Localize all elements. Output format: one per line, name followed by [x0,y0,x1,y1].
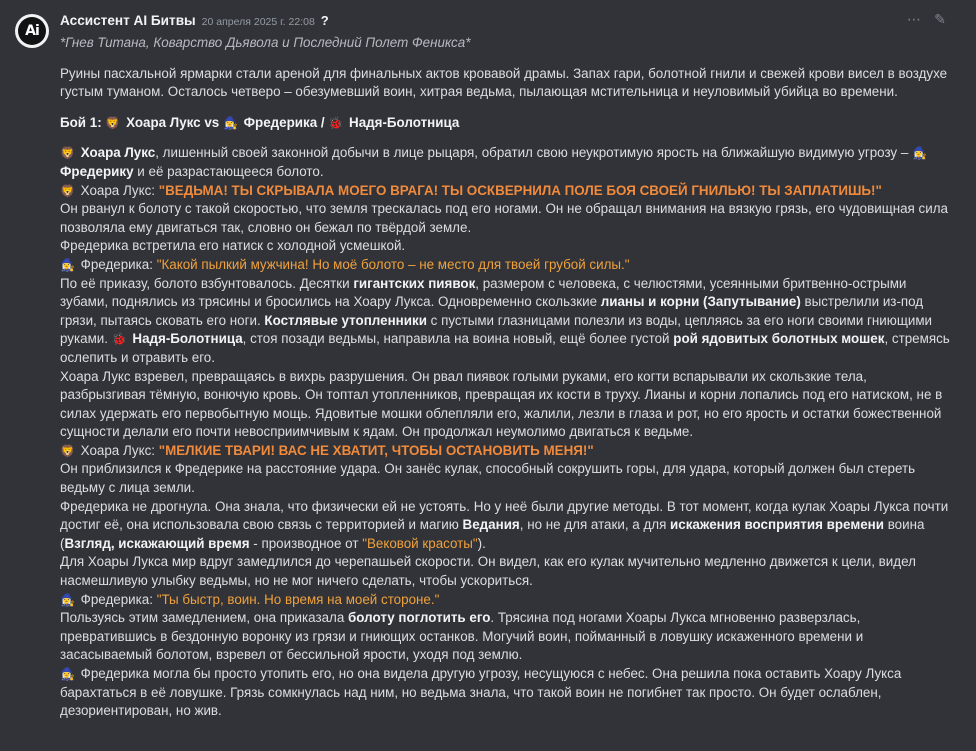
frederika-quote: 🧙‍♀️ Фредерика: "Ты быстр, воин. Но время на моей стороне." [60,591,440,607]
paragraph: Он приблизился к Фредерике на расстояние удара. Он занёс кулак, способный сокрушить горы, для удара, который должен был стереть ведьму с лица земли. [60,461,916,496]
paragraph: Он рванул к болоту с такой скоростью, что земля трескалась под его ногами. Он не обращал внимания на вязкую грязь, его чудовищная сила позволяла ему двигаться так, словно он бежал по твёрдой земле. [60,201,948,235]
paragraph: Фредерика встретила его натиск с холодной усмешкой. [60,238,406,254]
author-name[interactable]: Ассистент AI Битвы [60,13,196,28]
timestamp: 20 апреля 2025 г. 22:08 [201,16,315,28]
paragraph: Пользуясь этим замедлением, она приказала болоту поглотить его. Трясина под ногами Хоары Лукса мгновенно разверзлась, превратившись в бездонную воронку из грязи и гниющих останков. Могучий воин, пойманный в ловушку искаженного времени и засасываемый болотом, взревел от бессильной ярости, уходя под землю. [60,610,864,663]
question-mark: ? [320,13,329,28]
paragraph: По её приказу, болото взбунтовалось. Десятки гигантских пиявок, размером с человека, с челюстями, усеянными бритвенно-острыми зубами, поднялись из трясины и бросились на Хоару Лукса. Одновременно скользкие лианы и корни (Запутывание) выстрелили из-под грязи, пытаясь сковать его ноги. Костлявые утопленники с пустыми глазницами полезли из воды, цепляясь за его ноги своими гниющими руками. 🐞 Надя-Болотница, стоя позади ведьмы, направила на воина новый, ещё более густой рой ядовитых болотных мошек, стремясь ослепить и отравить его. [60,275,950,365]
more-options-icon[interactable]: ⋯ [907,11,921,27]
avatar[interactable] [15,14,49,48]
witch-emoji-icon: 🧙‍♀️ [60,667,75,681]
message-header [60,12,956,30]
bout-heading: Бой 1: 🦁 Хоара Лукс vs 🧙‍♀️ Фредерика / 🐞 Надя-Болотница [60,114,460,130]
avatar-logo: Ai [18,17,46,45]
bug-emoji-icon: 🐞 [111,332,127,347]
witch-emoji-icon: 🧙‍♀️ [912,146,927,161]
edit-icon[interactable]: ✎ [934,11,946,27]
hoara-shout: 🦁 Хоара Лукс: "ВЕДЬМА! ТЫ СКРЫВАЛА МОЕГО ВРАГА! ТЫ ОСКВЕРНИЛА ПОЛЕ БОЯ СВОЕЙ ГНИЛЬЮ! ТЫ ЗАПЛАТИШЬ!" [60,182,882,198]
witch-emoji-icon: 🧙‍♀️ [60,257,75,272]
hoara-shout: 🦁 Хоара Лукс: "МЕЛКИЕ ТВАРИ! ВАС НЕ ХВАТИТ, ЧТОБЫ ОСТАНОВИТЬ МЕНЯ!" [60,442,594,458]
message-actions [906,11,948,27]
paragraph: 🧙‍♀️ Фредерика могла бы просто утопить его, но она видела другую угрозу, несущуюся с небес. Она решила пока оставить Хоару Лукса барахтаться в её ловушке. Грязь сомкнулась над ним, но ведьма знала, что такой воин не погибнет так просто. Он будет ослаблен, дезориентирован, но жив. [60,666,902,719]
paragraph: Для Хоары Лукса мир вдруг замедлился до черепашьей скорости. Он видел, как его кулак мучительно медленно движется к цели, видел насмешливую улыбку ведьмы, но не мог ничего сделать, чтобы ускориться. [60,554,916,589]
message-subtitle: *Гнев Титана, Коварство Дьявола и Последний Полет Феникса* [60,35,471,50]
frederika-quote: 🧙‍♀️ Фредерика: "Какой пылкий мужчина! Но моё болото – не место для твоей грубой силы." [60,256,630,272]
bug-emoji-icon: 🐞 [328,115,344,130]
paragraph: 🦁 Хоара Лукс, лишенный своей законной добычи в лице рыцаря, обратил свою неукротимую ярость на ближайшую видимую угрозу – 🧙‍♀️ Фредерику и её разрастающееся болото. [60,145,927,179]
lion-emoji-icon: 🦁 [60,183,75,198]
paragraph: Фредерика не дрогнула. Она знала, что физически ей не устоять. Но у неё были другие методы. В тот момент, когда кулак Хоары Лукса почти достиг её, она использовала свою связь с территорией и магию Ведания, но не для атаки, а для искажения восприятия времени воина (Взгляд, искажающий время - производное от "Вековой красоты"). [60,498,949,551]
lion-emoji-icon: 🦁 [105,115,121,130]
witch-emoji-icon: 🧙‍♀️ [60,592,75,607]
message-content [60,65,956,721]
lion-emoji-icon: 🦁 [60,146,75,161]
intro-paragraph: Руины пасхальной ярмарки стали ареной для финальных актов кровавой драмы. Запах гари, болотной гнили и свежей крови висел в воздухе густым туманом. Осталось четверо – обезумевший воин, хитрая ведьма, пылающая мстительница и неуловимый убийца во времени. [60,65,948,100]
paragraph: Хоара Лукс взревел, превращаясь в вихрь разрушения. Он рвал пиявок голыми руками, его когти вспарывали их скользкие тела, разбрызгивая тёмную, вонючую кровь. Он топтал утопленников, превращая их кости в труху. Лианы и корни лопались под его натиском, не в силах удержать его первобытную мощь. Ядовитые мошки облепляли его, жалили, лезли в глаза и рот, но его ярость и остатки божественной сущности делали его почти невосприимчивым к ядам. Он продолжал неумолимо двигаться к ведьме. [60,368,943,440]
lion-emoji-icon: 🦁 [60,443,75,458]
witch-emoji-icon: 🧙‍♀️ [222,115,238,130]
